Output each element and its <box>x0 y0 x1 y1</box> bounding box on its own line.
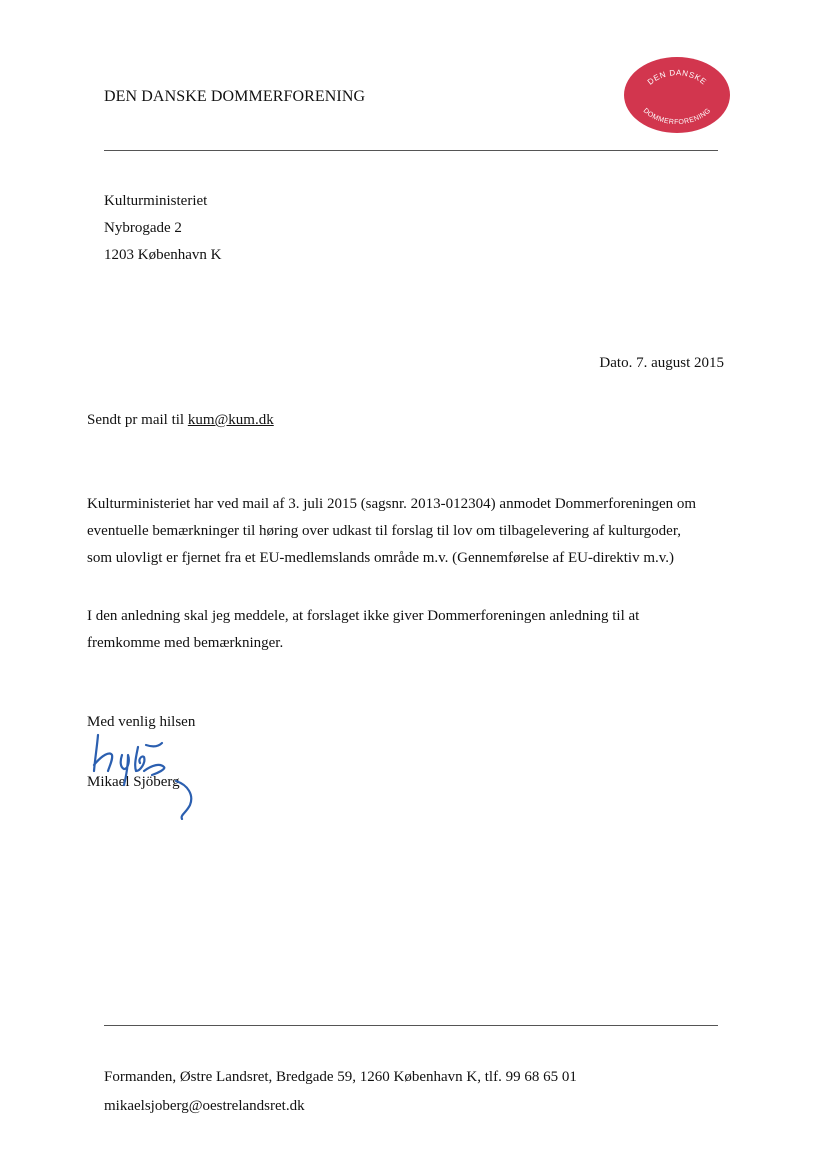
association-stamp-logo <box>622 55 732 135</box>
paragraph-line: eventuelle bemærkninger til høring over udkast til forslag til lov om tilbagelevering af kulturgoder, <box>87 523 681 539</box>
closing-salutation: Med venlig hilsen <box>87 714 196 730</box>
footer-email: mikaelsjoberg@oestrelandsret.dk <box>104 1098 305 1114</box>
footer-divider <box>104 1025 718 1026</box>
handwritten-signature <box>80 725 210 820</box>
paragraph-line: fremkomme med bemærkninger. <box>87 635 284 651</box>
paragraph-line: som ulovligt er fjernet fra et EU-medlemslands område m.v. (Gennemførelse af EU-direktiv m.v.) <box>87 550 675 566</box>
letter-date: Dato. 7. august 2015 <box>599 355 724 371</box>
footer-contact <box>104 1063 577 1121</box>
header-divider <box>104 150 718 151</box>
paragraph-line: I den anledning skal jeg meddele, at forslaget ikke giver Dommerforeningen anledning til at <box>87 608 640 624</box>
body-paragraph-1 <box>87 491 696 572</box>
footer-address-line: Formanden, Østre Landsret, Bredgade 59, 1260 København K, tlf. 99 68 65 01 <box>104 1069 577 1085</box>
recipient-address <box>104 188 221 269</box>
signer-name: Mikael Sjöberg <box>87 774 180 790</box>
recipient-city: 1203 København K <box>104 247 222 263</box>
stamp-bottom-text: DOMMERFORENING <box>641 107 713 127</box>
organization-name: DEN DANSKE DOMMERFORENING <box>104 88 366 105</box>
sent-prefix: Sendt pr mail til <box>87 412 188 428</box>
stamp-top-text: DEN DANSKE <box>645 68 709 87</box>
recipient-name: Kulturministeriet <box>104 193 208 209</box>
recipient-email-link[interactable]: kum@kum.dk <box>187 412 274 428</box>
paragraph-line: Kulturministeriet har ved mail af 3. juli 2015 (sagsnr. 2013-012304) anmodet Dommerforeningen om <box>87 496 697 512</box>
recipient-street: Nybrogade 2 <box>104 220 182 236</box>
body-paragraph-2 <box>87 603 639 657</box>
sent-by-mail-line <box>87 412 274 429</box>
